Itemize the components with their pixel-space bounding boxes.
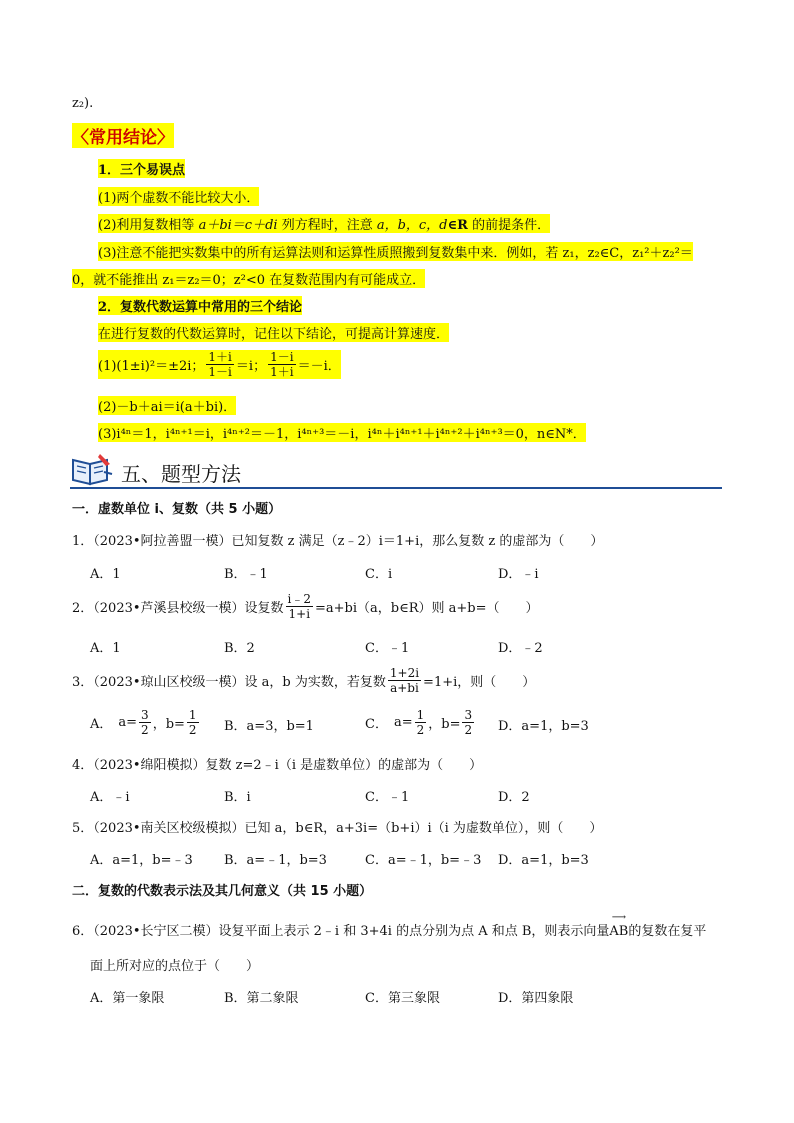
q2-option-a[interactable]: A．1	[90, 641, 121, 656]
q3-option-b[interactable]: B．a=3，b=1	[224, 719, 314, 734]
conclusion-title: 〈常用结论〉	[72, 123, 174, 148]
q5-stem: 5．（2023•南关区校级模拟）已知 a，b∈R，a+3i=（b+i）i（i 为虚数单位），则（ ）	[72, 821, 603, 836]
q6-option-d[interactable]: D．第四象限	[498, 991, 574, 1006]
q3-option-d[interactable]: D．a=1，b=3	[498, 719, 589, 734]
q5-option-d[interactable]: D．a=1，b=3	[498, 853, 589, 868]
q4-option-c[interactable]: C．﹣1	[365, 790, 410, 805]
q4-option-a[interactable]: A．﹣i	[90, 790, 130, 805]
conclusion-heading-2: 2．复数代数运算中常用的三个结论	[98, 296, 302, 315]
q4-option-d[interactable]: D．2	[498, 790, 530, 805]
q3-option-c[interactable]: C． a= $\frac{1}{2}$ ，b= $\frac{3}{2}$	[365, 708, 473, 737]
conclusion-formula-2: (2)－b＋ai＝i(a＋bi)．	[98, 396, 236, 415]
fraction-2: $\frac{1-i}{1+i}$	[270, 350, 294, 379]
section-divider	[70, 487, 722, 489]
q2-option-c[interactable]: C．﹣1	[365, 641, 410, 656]
q2-option-d[interactable]: D．﹣2	[498, 641, 543, 656]
q1-option-d[interactable]: D．﹣i	[498, 567, 539, 582]
conclusion-formula-1: (1)(1±i)²＝±2i； $\frac{1+i}{1-i}$ ＝i； $\frac{1-i}{1+i}$ ＝－i．	[98, 350, 341, 379]
q1-stem: 1．（2023•阿拉善盟一模）已知复数 z 满足（z﹣2）i＝1+i，那么复数 z 的虚部为（ ）	[72, 534, 604, 549]
q5-option-a[interactable]: A．a=1，b=﹣3	[90, 853, 193, 868]
q1-option-c[interactable]: C．i	[365, 567, 393, 582]
conclusion-point-1: (1)两个虚数不能比较大小．	[98, 187, 259, 206]
fraction-1: $\frac{1+i}{1-i}$	[208, 350, 232, 379]
book-icon	[70, 452, 114, 486]
part1-heading: 一．虚数单位 i、复数（共 5 小题）	[72, 502, 282, 517]
conclusion-intro: 在进行复数的代数运算时，记住以下结论，可提高计算速度．	[98, 323, 449, 342]
q6-stem-line1: 6．（2023•长宁区二模）设复平面上表示 2﹣i 和 3+4i 的点分别为点 A 和点 B，则表示向量 ⟶ AB的复数在复平	[72, 912, 707, 939]
q5-option-b[interactable]: B．a=﹣1，b=3	[224, 853, 327, 868]
part2-heading: 二．复数的代数表示法及其几何意义（共 15 小题）	[72, 884, 373, 899]
top-fragment: z₂).	[72, 96, 94, 111]
q4-stem: 4．（2023•绵阳模拟）复数 z=2﹣i（i 是虚数单位）的虚部为（ ）	[72, 758, 483, 773]
q2-option-b[interactable]: B．2	[224, 641, 255, 656]
q2-fraction: $\frac{i﹣2}{1+i}$	[287, 592, 312, 621]
conclusion-formula-3: (3)i⁴ⁿ＝1，i⁴ⁿ⁺¹＝i，i⁴ⁿ⁺²＝－1，i⁴ⁿ⁺³＝－i，i⁴ⁿ＋i⁴ⁿ⁺¹＋i⁴ⁿ⁺²＋i⁴ⁿ⁺³＝0，n∈N*．	[98, 423, 586, 442]
q1-option-b[interactable]: B．﹣1	[224, 567, 268, 582]
q1-option-a[interactable]: A．1	[90, 567, 121, 582]
q6-option-a[interactable]: A．第一象限	[90, 991, 165, 1006]
conclusion-heading-1: 1．三个易误点	[98, 159, 185, 178]
conclusion-point-3-line2: 0，就不能推出 z₁＝z₂＝0；z²<0 在复数范围内有可能成立．	[72, 269, 425, 288]
q3-fraction: $\frac{1+2i}{a+bi}$	[389, 666, 420, 695]
q5-option-c[interactable]: C．a=﹣1，b=﹣3	[365, 853, 482, 868]
q3-stem: 3．（2023•琼山区校级一模）设 a，b 为实数，若复数 $\frac{1+2i}{a+bi}$ =1+i，则（ ）	[72, 666, 536, 695]
q2-stem: 2．（2023•芦溪县校级一模）设复数 $\frac{i﹣2}{1+i}$ =a+bi（a，b∈R）则 a+b=（ ）	[72, 592, 539, 621]
q3-option-a[interactable]: A． a= $\frac{3}{2}$ ，b= $\frac{1}{2}$	[90, 708, 197, 737]
q6-option-c[interactable]: C．第三象限	[365, 991, 440, 1006]
q6-option-b[interactable]: B．第二象限	[224, 991, 299, 1006]
q4-option-b[interactable]: B．i	[224, 790, 251, 805]
q6-stem-line2: 面上所对应的点位于（ ）	[90, 959, 260, 974]
section-title: 五、题型方法	[121, 462, 241, 486]
conclusion-point-2: (2)利用复数相等 a＋bi＝c＋di 列方程时，注意 a，b，c，d∈R 的前提条件．	[98, 214, 550, 233]
vector-ab: ⟶ AB	[609, 912, 629, 939]
conclusion-point-3-line1: (3)注意不能把实数集中的所有运算法则和运算性质照搬到复数集中来．例如，若 z₁，z₂∈C，z₁²＋z₂²＝	[98, 242, 693, 261]
